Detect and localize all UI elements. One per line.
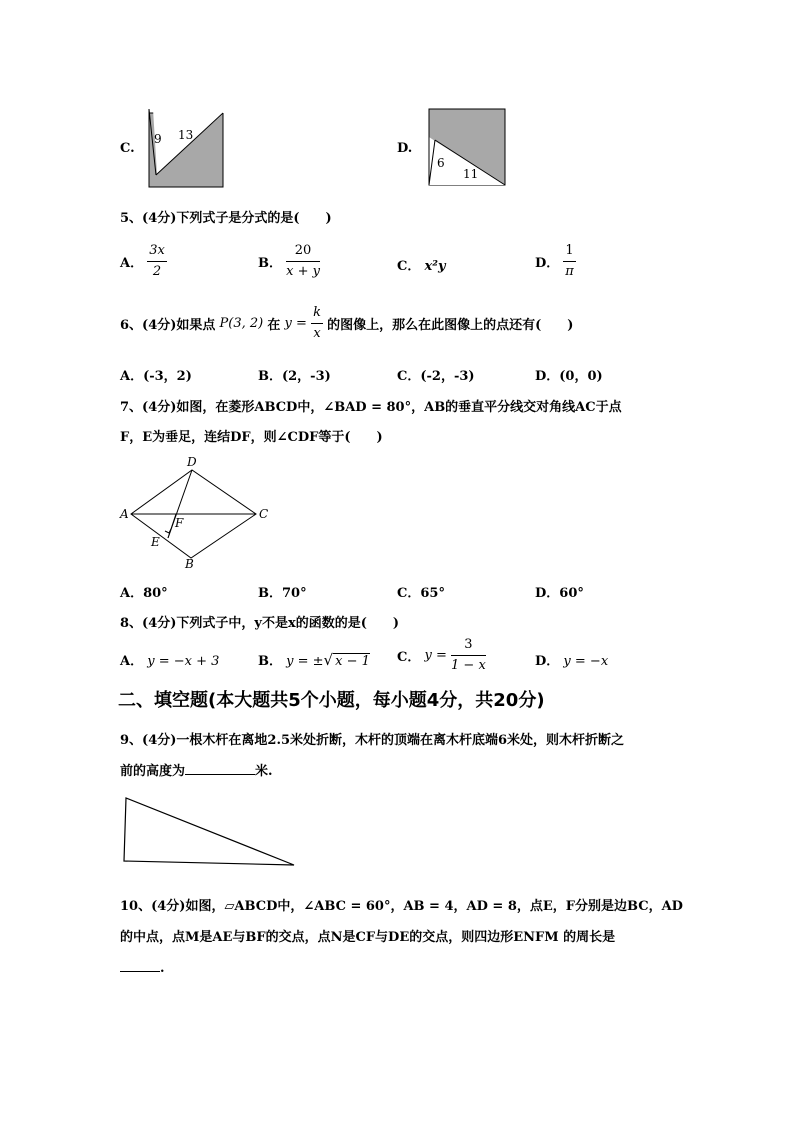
q10-stem-line2: 的中点，点M是AE与BF的交点，点N是CF与DE的交点，则四边形ENFM 的周长是 [120, 930, 616, 945]
q8-option-b[interactable]: B． y = ±√ x − 1 [258, 651, 370, 669]
q10-stem-line1: 10、(4分)如图，▱ABCD中，∠ABC = 60°，AB = 4，AD = 8，点E，F分别是边BC，AD [120, 899, 683, 914]
q4-d-side-long: 11 [463, 167, 479, 181]
q7-rhombus-figure [115, 452, 275, 572]
q9-stem-line2: 前的高度为 米. [120, 760, 273, 779]
q7-label-a: A [120, 507, 129, 521]
q5-d-label: D． [535, 256, 560, 271]
q6-function-fraction: $\frac{k}{x}$ [313, 305, 321, 341]
q10-stem-line3: . [120, 957, 165, 976]
q4-option-d-figure [425, 105, 510, 190]
q5-option-d[interactable] [535, 243, 576, 280]
q5-a-fraction: $\frac{3x}{2}$ [149, 243, 165, 279]
q6-option-d[interactable]: D．(0，0) [535, 369, 603, 384]
q7-option-c[interactable]: C．65° [397, 586, 445, 601]
q8-option-c[interactable]: C． y = $\frac{3}{1 - x}$ [397, 637, 486, 673]
q7-label-b: B [185, 557, 194, 571]
q7-stem-line2: F，E为垂足，连结DF，则∠CDF等于( ) [120, 430, 383, 445]
q9-triangle-figure [118, 792, 303, 872]
q5-b-fraction: $\frac{20}{x + y}$ [286, 243, 320, 279]
q8-stem: 8、(4分)下列式子中，y不是x的函数的是( ) [120, 616, 399, 631]
q7-option-a[interactable]: A．80° [120, 586, 168, 601]
q8-c-fraction: $\frac{3}{1 - x}$ [451, 637, 486, 673]
q5-option-a[interactable] [120, 243, 167, 280]
q9-stem-line1: 9、(4分)一根木杆在离地2.5米处折断，木杆的顶端在离木杆底端6米处，则木杆折断之 [120, 733, 625, 748]
q4-option-d-label[interactable]: D. [397, 141, 413, 156]
q4-option-c-label[interactable]: C. [120, 141, 135, 156]
q5-stem: 5、(4分)下列式子是分式的是( ) [120, 211, 332, 226]
q8-option-a[interactable]: A． y = −x + 3 [120, 654, 220, 669]
q6-point: P(3, 2) [219, 316, 264, 331]
q6-option-a[interactable]: A．(-3，2) [120, 369, 192, 384]
q7-option-d[interactable]: D．60° [535, 586, 584, 601]
q6-option-b[interactable]: B．(2，-3) [258, 369, 331, 384]
q9-answer-blank[interactable] [185, 760, 255, 775]
q4-d-side-short: 6 [437, 156, 445, 170]
q5-a-label: A． [120, 256, 144, 271]
section2-title: 二、填空题(本大题共5个小题，每小题4分，共20分) [118, 690, 545, 711]
q7-label-f: F [175, 516, 184, 530]
q5-option-c[interactable] [397, 255, 446, 274]
q6-stem: 6、(4分)如果点 P(3, 2) 在 y = $\frac{k}{x}$ 的图像上，那么在此图像上的点还有( ) [120, 305, 574, 341]
q5-c-label: C． [397, 259, 421, 274]
q7-stem-line1: 7、(4分)如图，在菱形ABCD中，∠BAD = 80°，AB的垂直平分线交对角线AC于点 [120, 400, 622, 415]
q7-label-c: C [259, 507, 269, 521]
q8-a-expr: y = −x + 3 [147, 654, 220, 669]
q6-option-c[interactable]: C．(-2，-3) [397, 369, 475, 384]
q8-option-d[interactable]: D． y = −x [535, 654, 609, 669]
q7-label-e: E [151, 535, 160, 549]
q5-d-fraction: $\frac{1}{\pi}$ [565, 243, 574, 279]
q4-c-side-short: 9 [154, 132, 162, 146]
q7-option-b[interactable]: B．70° [258, 586, 307, 601]
q10-answer-blank[interactable] [120, 957, 160, 972]
q5-c-expr: x²y [424, 259, 446, 274]
q4-option-c-figure [140, 105, 230, 195]
q8-b-radicand: x − 1 [335, 654, 370, 669]
q5-b-label: B． [258, 256, 282, 271]
q7-label-d: D [187, 455, 197, 469]
q8-d-expr: y = −x [563, 654, 609, 669]
q4-c-side-long: 13 [178, 128, 194, 142]
q5-option-b[interactable] [258, 243, 320, 280]
